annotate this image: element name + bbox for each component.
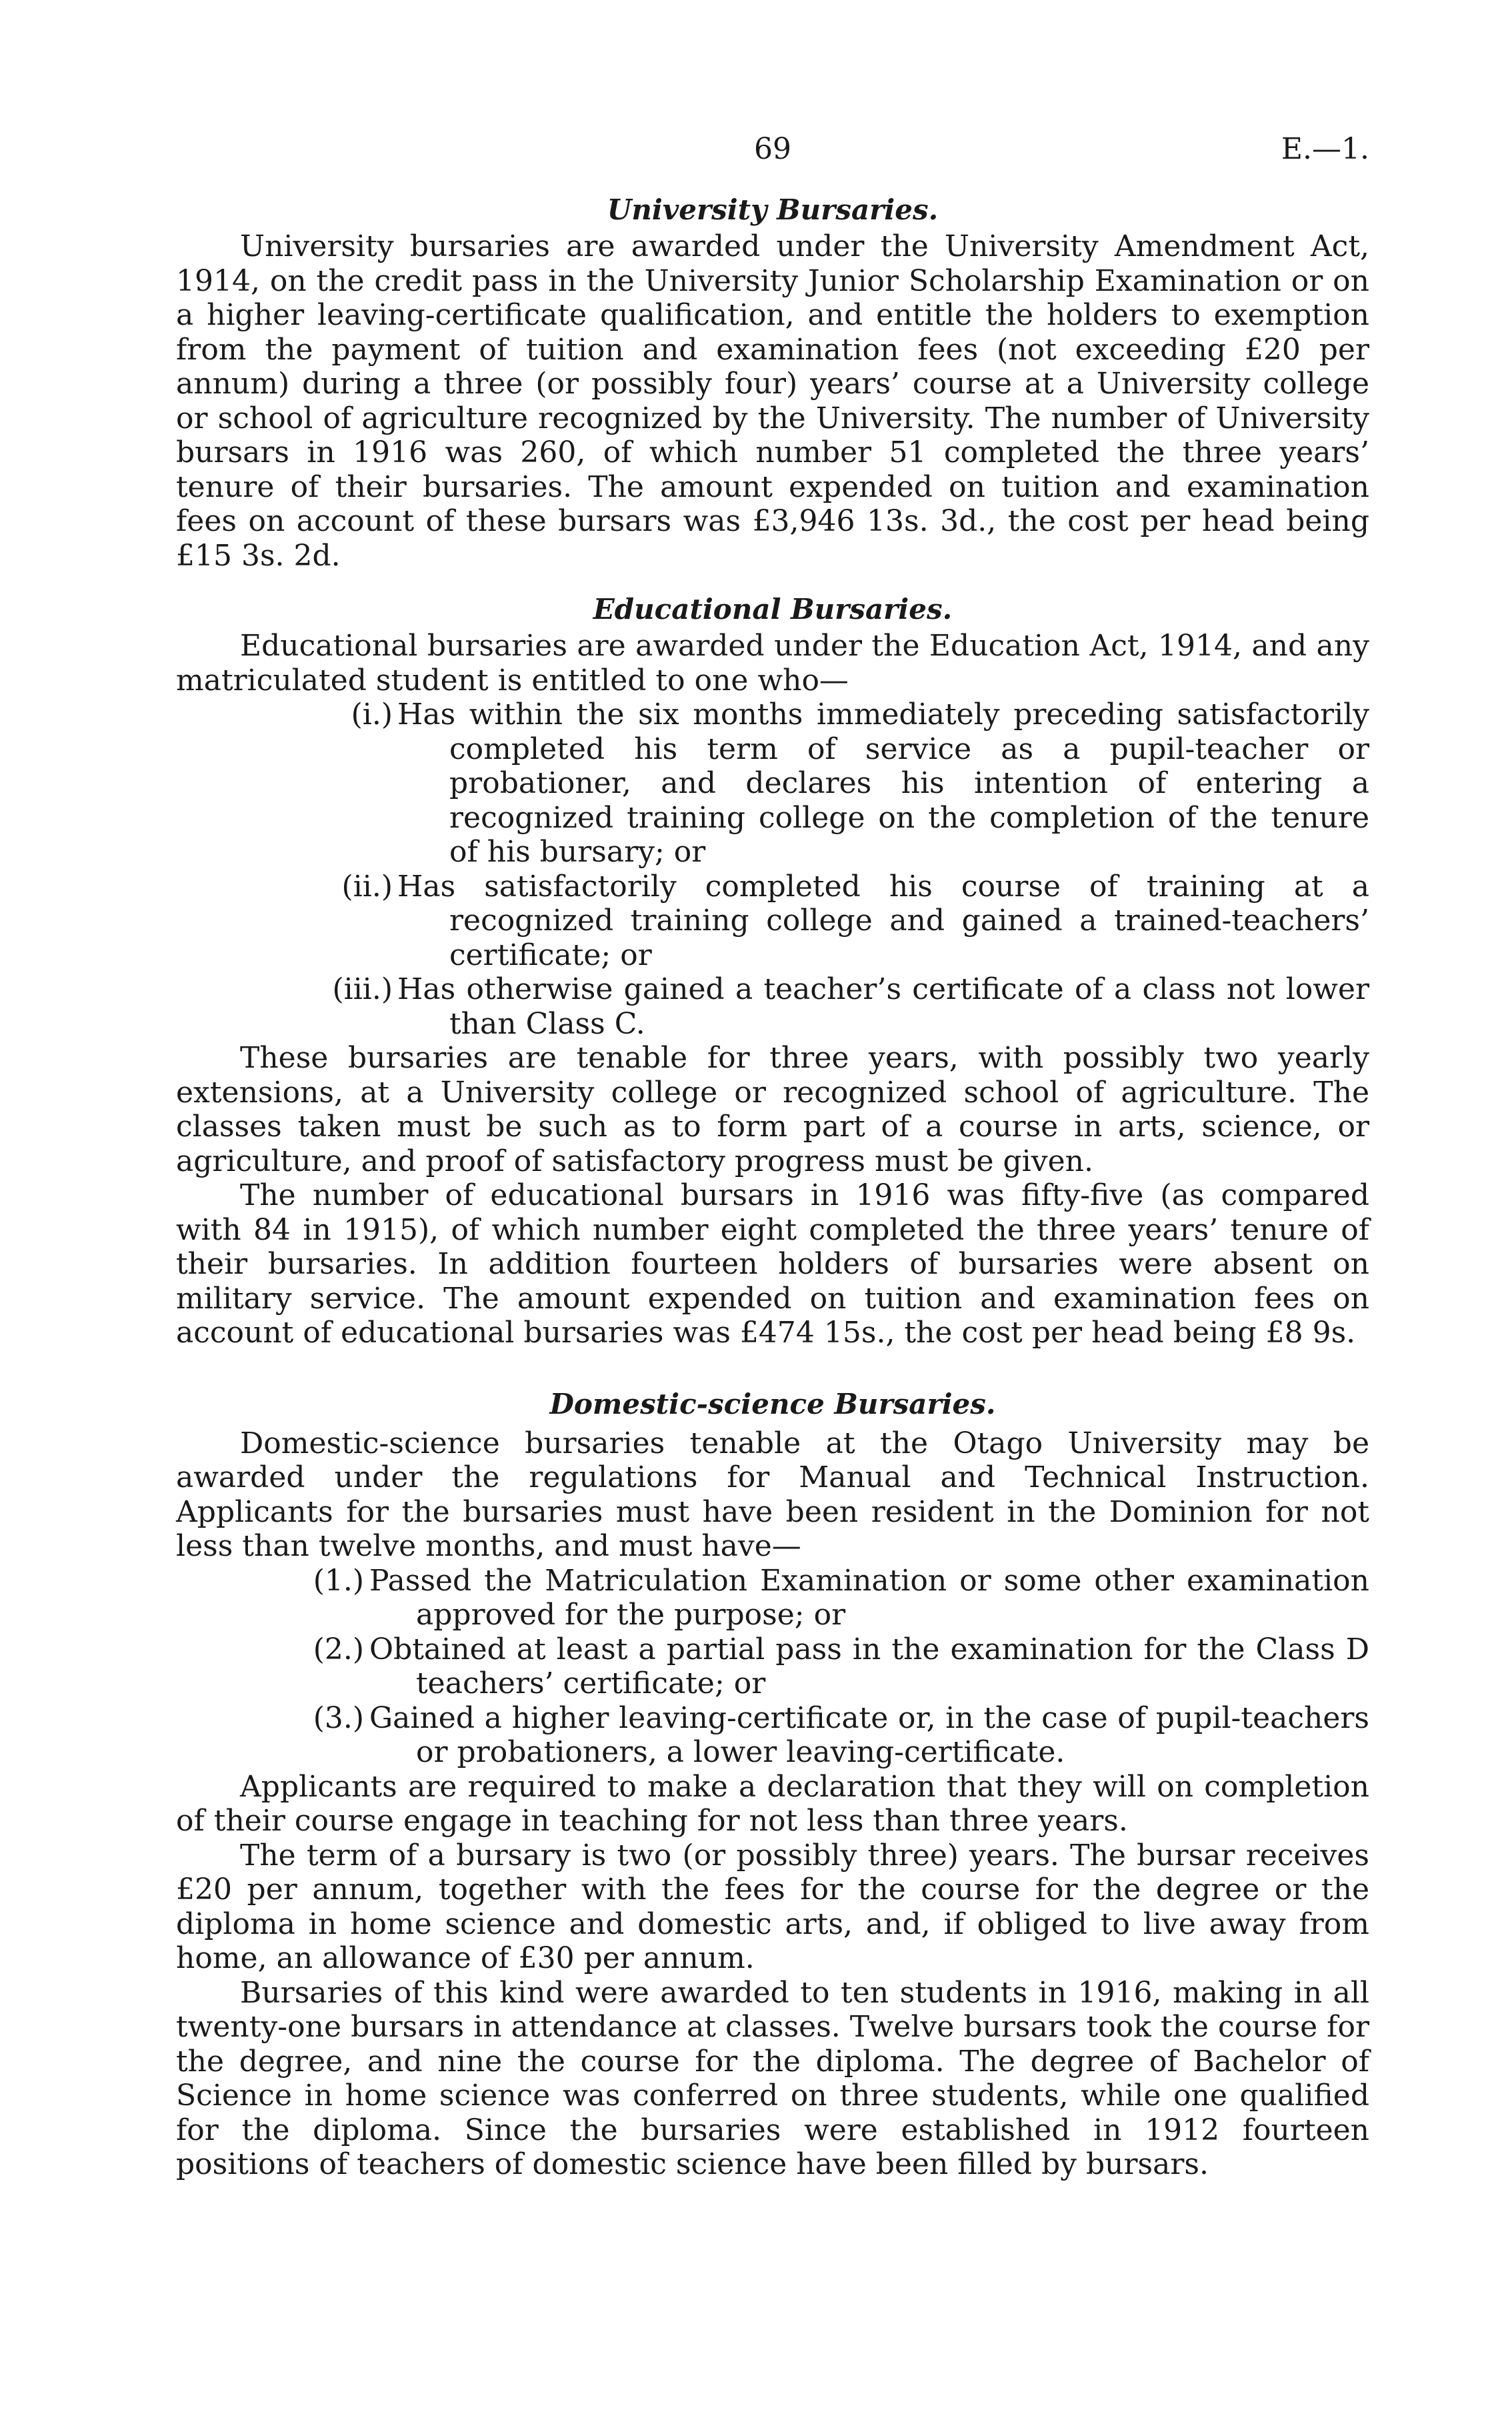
document-page: [176, 127, 1369, 2182]
list-item-text: Has within the six months immediately preceding satisfactorily completed his term of service as a pupil-teacher or probationer, and declares his intention of entering a recognized training college on the completion of the tenure of his bursary; or: [397, 698, 1369, 869]
list-marker: (1.): [313, 1563, 364, 1598]
list-marker: (3.): [313, 1700, 364, 1735]
page-header: [176, 127, 1369, 180]
paragraph: Bursaries of this kind were awarded to ten students in 1916, making in all twenty-one bursars in attendance at classes. Twelve bursars took the course for the degree, and nine the course for the diploma. The degree of Bachelor of Science in home science was conferred on three students, while one qualified for the diploma. Since the bursaries were established in 1912 fourteen positions of teachers of domestic science have been filled by bursars.: [176, 1975, 1369, 2181]
list-item: [176, 1564, 1369, 1632]
list-item-text: Has otherwise gained a teacher’s certificate of a class not lower than Class C.: [397, 972, 1369, 1041]
list-marker: (ii.): [341, 869, 393, 904]
section-educational-bursaries: [176, 593, 1369, 1350]
paragraph: The number of educational bursars in 1916 was fifty-five (as compared with 84 in 1915), of which number eight completed the three years’ tenure of their bursaries. In addition fourteen holders of bursaries were absent on military service. The amount expended on tuition and examination fees on account of educational bursaries was £474 15s., the cost per head being £8 9s.: [176, 1178, 1369, 1350]
section-title: Educational Bursaries.: [593, 593, 953, 626]
paragraph-intro: Domestic-science bursaries tenable at the Otago University may be awarded under the regulations for Manual and Technical Instruction. Applicants for the bursaries must have been resident in the Dominion for not less than twelve months, and must have—: [176, 1426, 1369, 1563]
list-item: [176, 870, 1369, 973]
list-item: [176, 1632, 1369, 1701]
list-item-text: Passed the Matriculation Examination or some other examination approved for the purpose; or: [369, 1563, 1369, 1632]
paragraph: The term of a bursary is two (or possibly three) years. The bursar receives £20 per annum, together with the fees for the course for the degree or the diploma in home science and domestic arts, and, if obliged to live away from home, an allowance of £30 per annum.: [176, 1838, 1369, 1975]
eligibility-list: [176, 698, 1369, 1041]
list-item: [176, 972, 1369, 1041]
list-marker: (2.): [313, 1632, 364, 1666]
page-number: 69: [754, 132, 791, 166]
list-item: [176, 698, 1369, 870]
list-item-text: Obtained at least a partial pass in the examination for the Class D teachers’ certificate; or: [369, 1632, 1369, 1700]
section-title: Domestic-science Bursaries.: [549, 1387, 996, 1420]
document-reference: E.—1.: [1281, 132, 1369, 166]
list-item-text: Has satisfactorily completed his course of training at a recognized training college and gained a trained-teachers’ certificate; or: [397, 869, 1369, 972]
paragraph: Applicants are required to make a declaration that they will on completion of their course engage in teaching for not less than three years.: [176, 1769, 1369, 1838]
section-domestic-science-bursaries: [176, 1388, 1369, 2182]
list-marker: (iii.): [332, 972, 393, 1006]
list-item: [176, 1701, 1369, 1770]
section-title: University Bursaries.: [607, 193, 939, 226]
paragraph-intro: Educational bursaries are awarded under the Education Act, 1914, and any matriculated student is entitled to one who—: [176, 629, 1369, 698]
list-marker: (i.): [351, 698, 393, 732]
requirements-list: [176, 1564, 1369, 1770]
list-item-text: Gained a higher leaving-certificate or, in the case of pupil-teachers or probationers, a lower leaving-certificate.: [369, 1700, 1369, 1769]
paragraph: University bursaries are awarded under the University Amendment Act, 1914, on the credit pass in the University Junior Scholarship Examination or on a higher leaving-certificate qualification, and entitle the holders to exemption from the payment of tuition and examination fees (not exceeding £20 per annum) during a three (or possibly four) years’ course at a University college or school of agriculture recognized by the University. The number of University bursars in 1916 was 260, of which number 51 completed the three years’ tenure of their bursaries. The amount expended on tuition and examination fees on account of these bursars was £3,946 13s. 3d., the cost per head being £15 3s. 2d.: [176, 229, 1369, 573]
paragraph: These bursaries are tenable for three years, with possibly two yearly extensions, at a University college or recognized school of agriculture. The classes taken must be such as to form part of a course in arts, science, or agriculture, and proof of satisfactory progress must be given.: [176, 1041, 1369, 1178]
section-university-bursaries: [176, 193, 1369, 573]
